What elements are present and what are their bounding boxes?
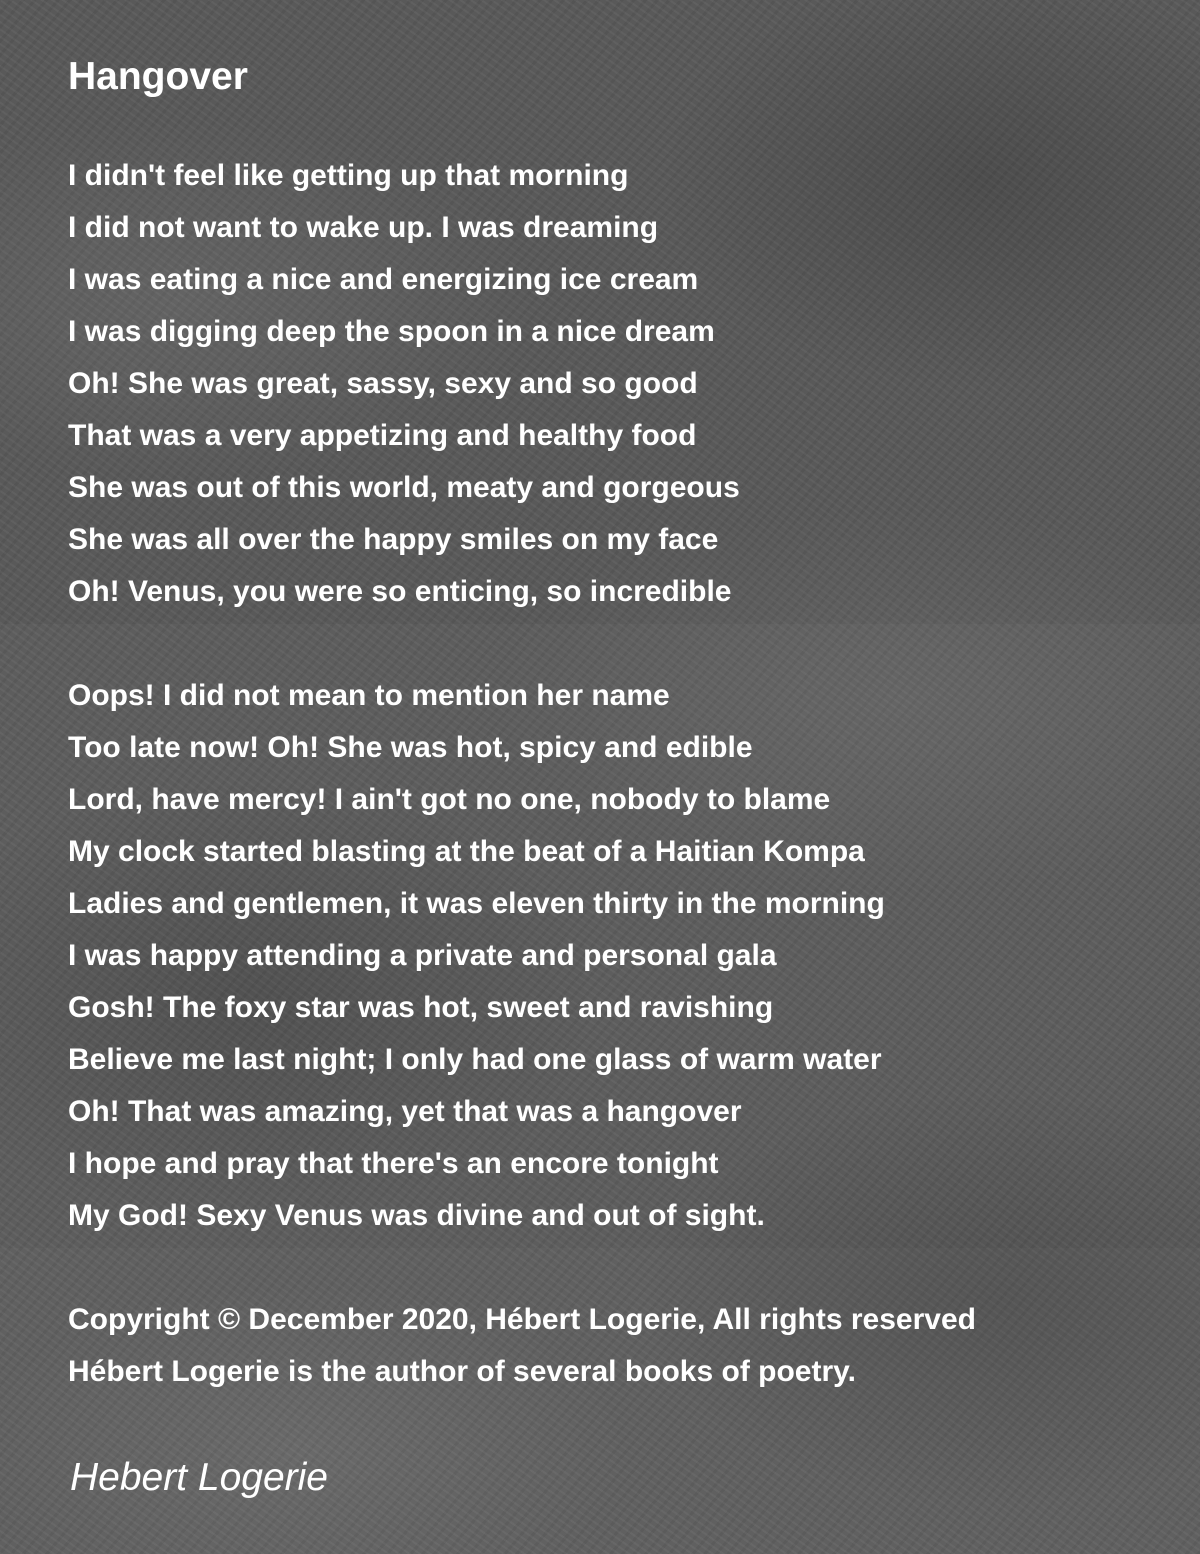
- stanza-1: [68, 150, 740, 618]
- poem-line: My God! Sexy Venus was divine and out of sight.: [68, 1199, 765, 1232]
- poem-line: Oh! Venus, you were so enticing, so incredible: [68, 575, 732, 608]
- poem-line: Oh! That was amazing, yet that was a hangover: [68, 1095, 742, 1128]
- poem-line: Too late now! Oh! She was hot, spicy and edible: [68, 731, 753, 764]
- poem-line: I hope and pray that there's an encore tonight: [68, 1147, 719, 1180]
- poem-line: That was a very appetizing and healthy food: [68, 419, 697, 452]
- poem-line: She was all over the happy smiles on my face: [68, 523, 719, 556]
- poem-line: Lord, have mercy! I ain't got no one, nobody to blame: [68, 783, 831, 816]
- poem-line: I was digging deep the spoon in a nice dream: [68, 315, 715, 348]
- poem-footer: [68, 1294, 976, 1398]
- poem-line: She was out of this world, meaty and gorgeous: [68, 471, 740, 504]
- poem-line: I did not want to wake up. I was dreaming: [68, 211, 659, 244]
- poem-line: Oops! I did not mean to mention her name: [68, 679, 670, 712]
- poem-line: Ladies and gentlemen, it was eleven thirty in the morning: [68, 887, 885, 920]
- stanza-2: [68, 670, 885, 1242]
- poem-line: Gosh! The foxy star was hot, sweet and ravishing: [68, 991, 774, 1024]
- poem-line: Believe me last night; I only had one glass of warm water: [68, 1043, 882, 1076]
- poem-line: Oh! She was great, sassy, sexy and so good: [68, 367, 698, 400]
- poem-title: Hangover: [68, 55, 248, 98]
- poem-line: I was eating a nice and energizing ice cream: [68, 263, 699, 296]
- copyright-notice: Copyright © December 2020, Hébert Logerie, All rights reserved: [68, 1303, 976, 1336]
- poem-line: My clock started blasting at the beat of a Haitian Kompa: [68, 835, 865, 868]
- poem-line: I didn't feel like getting up that morning: [68, 159, 629, 192]
- author-signature: Hebert Logerie: [70, 1456, 328, 1499]
- poem-line: I was happy attending a private and personal gala: [68, 939, 777, 972]
- author-note: Hébert Logerie is the author of several books of poetry.: [68, 1355, 856, 1388]
